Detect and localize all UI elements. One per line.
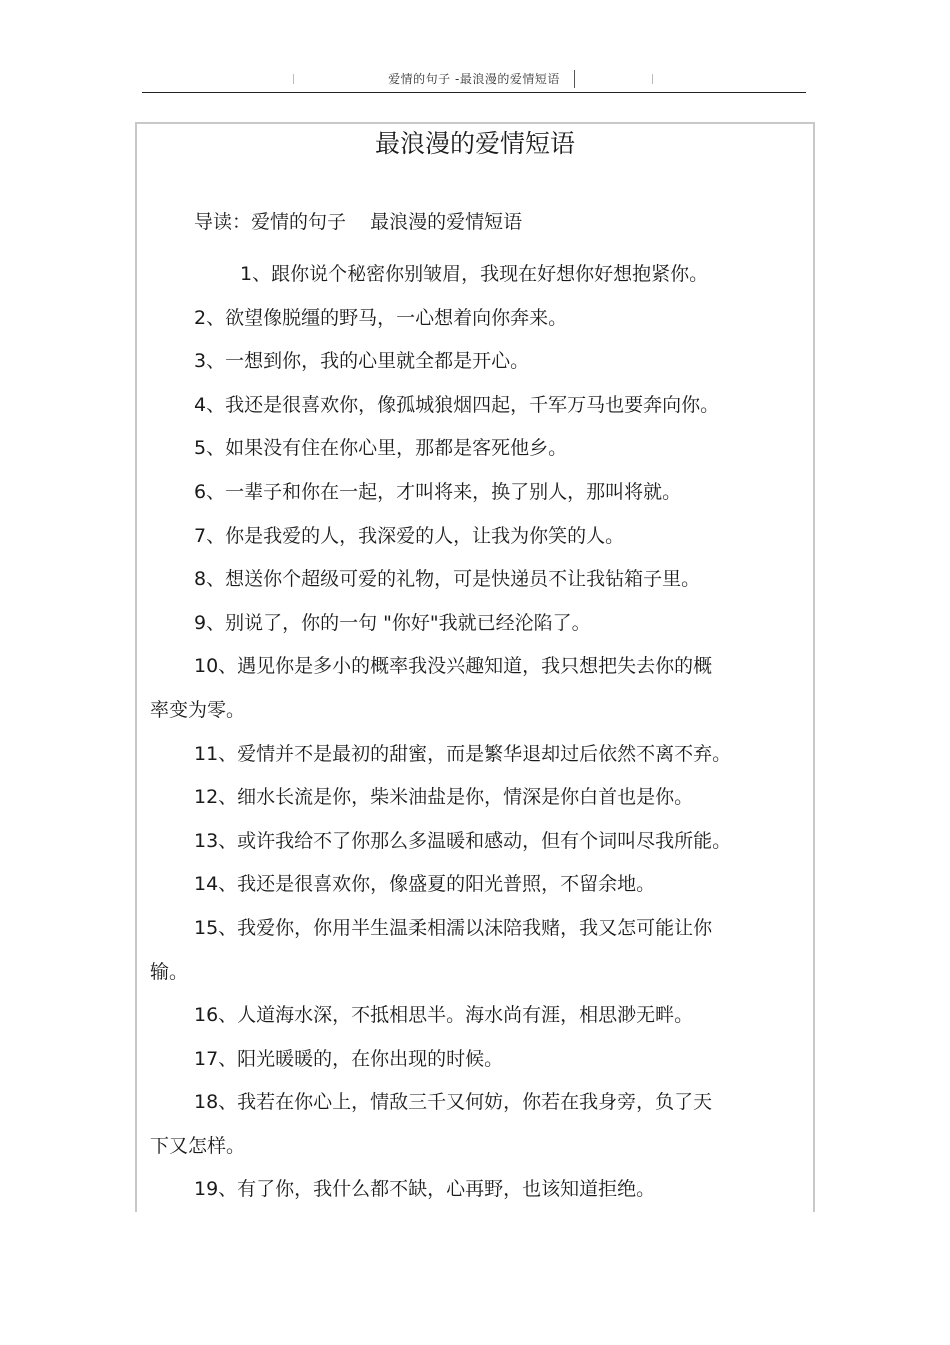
document-title: 最浪漫的爱情短语: [374, 129, 575, 158]
body-line: 2、欲望像脱缰的野马，一心想着向你奔来。: [194, 306, 568, 329]
body-line: 10、遇见你是多小的概率我没兴趣知道，我只想把失去你的概: [194, 655, 713, 678]
body-line-continuation: 输。: [150, 960, 189, 983]
body-line: 12、细水长流是你，柴米油盐是你，情深是你白首也是你。: [194, 786, 694, 809]
body-line: 5、如果没有住在你心里，那都是客死他乡。: [194, 437, 568, 460]
body-line: 15、我爱你，你用半生温柔相濡以沫陪我赌，我又怎可能让你: [194, 916, 713, 939]
body-line: 19、有了你，我什么都不缺，心再野，也该知道拒绝。: [194, 1178, 656, 1201]
body-line: 7、你是我爱的人，我深爱的人，让我为你笑的人。: [194, 524, 625, 547]
body-line: 6、一辈子和你在一起，才叫将来，换了别人，那叫将就。: [194, 480, 682, 503]
body-line: 14、我还是很喜欢你，像盛夏的阳光普照，不留余地。: [194, 873, 656, 896]
body-line: 3、一想到你，我的心里就全都是开心。: [194, 350, 530, 373]
body-line: 4、我还是很喜欢你，像孤城狼烟四起，千军万马也要奔向你。: [194, 393, 720, 416]
body-line: 13、或许我给不了你那么多温暖和感动，但有个词叫尽我所能。: [194, 829, 732, 852]
body-line: 18、我若在你心上，情敌三千又何妨，你若在我身旁，负了天: [194, 1091, 713, 1114]
document-intro: 导读：爱情的句子 最浪漫的爱情短语: [194, 211, 523, 233]
page-header: [142, 62, 806, 93]
body-line: 1、跟你说个秘密你别皱眉，我现在好想你好想抱紧你。: [240, 263, 709, 285]
body-line: 17、阳光暖暖的，在你出现的时候。: [194, 1047, 504, 1070]
body-line: 11、爱情并不是最初的甜蜜，而是繁华退却过后依然不离不弃。: [194, 742, 732, 765]
document-body: [150, 253, 775, 1212]
body-line: 16、人道海水深，不抵相思半。海水尚有涯，相思渺无畔。: [194, 1004, 694, 1027]
body-line-continuation: 率变为零。: [150, 698, 246, 721]
body-line: 8、想送你个超级可爱的礼物，可是快递员不让我钻箱子里。: [194, 568, 701, 591]
body-line-continuation: 下又怎样。: [150, 1134, 246, 1157]
body-line: 9、别说了，你的一句 "你好"我就已经沦陷了。: [194, 611, 591, 634]
header-title: 爱情的句子 -最浪漫的爱情短语: [388, 72, 560, 86]
